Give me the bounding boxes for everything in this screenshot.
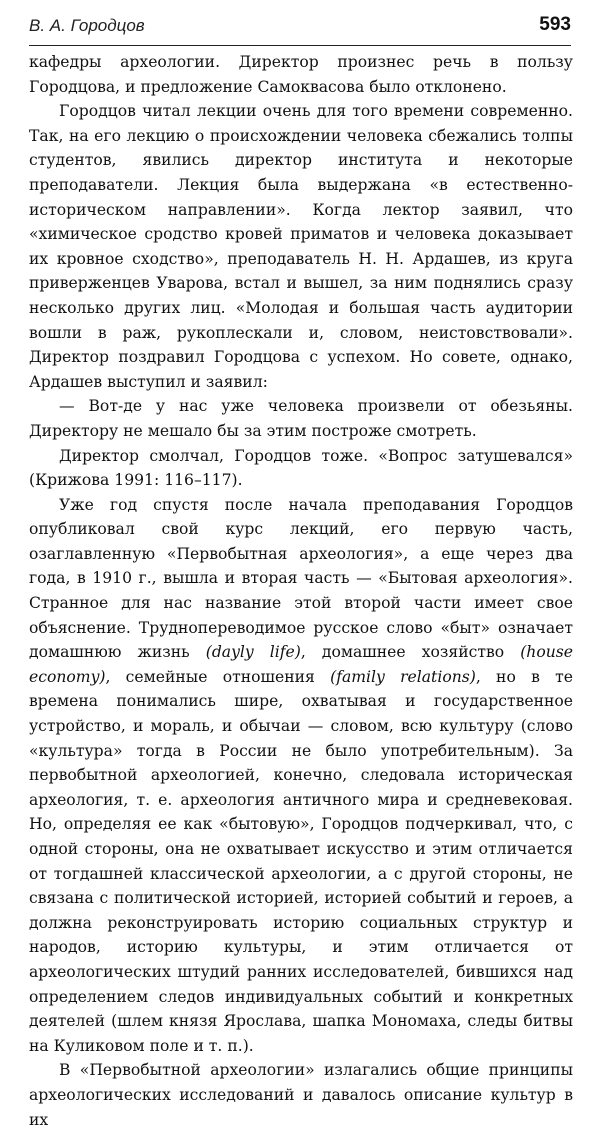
paragraph-5-seg-5: , семейные отношения bbox=[105, 667, 331, 686]
paragraph-2: Городцов читал лекции очень для того времени современно. Так, на его лекцию о происхождении человека сбежались толпы студентов, явились директор института и некоторые преподаватели. Лекция была выдержана «в естественно-историческом направлении». Когда лектор заявил, что «химическое сродство кровей приматов и человека доказывает их кровное сходство», преподаватель Н. Н. Ардашев, из круга приверженцев Уварова, встал и вышел, за ним поднялись сразу несколько других лиц. «Молодая и большая часть аудитории вошли в раж, рукоплескали и, словом, неистовствовали». Директор поздравил Городцова с успехом. Но совете, однако, Ардашев выступил и заявил: bbox=[29, 102, 573, 391]
paragraph-1: кафедры археологии. Директор произнес речь в пользу Городцова, и предложение Самоквасова было отклонено. bbox=[29, 53, 573, 96]
paragraph-4: Директор смолчал, Городцов тоже. «Вопрос затушевался» (Крижова 1991: 116–117). bbox=[29, 446, 573, 490]
page-number: 593 bbox=[539, 14, 571, 35]
paragraph-3-quote: — Вот-де у нас уже человека произвели от обезьяны. Директору не мешало бы за этим построже смотреть. bbox=[29, 397, 573, 440]
paragraph-6: В «Первобытной археологии» излагались общие принципы археологических исследований и давалось описание культур в их bbox=[29, 1061, 573, 1129]
body-text bbox=[29, 50, 573, 1132]
paragraph-5-seg-1: Уже год спустя после начала преподавания Городцов опубликовал свой курс лекций, его первую часть, озаглавленную «Первобытная археология», а еще через два года, в 1910 г., вышла и вторая часть — «Бытовая археология». Странное для нас название этой второй части имеет свое объяснение. Труднопереводимое русское слово «быт» означает домашнюю жизнь bbox=[29, 495, 573, 662]
header-rule bbox=[29, 45, 571, 46]
running-head: В. А. Городцов bbox=[29, 16, 145, 35]
page-header bbox=[29, 14, 571, 44]
paragraph-5-seg-3: , домашнее хозяйство bbox=[300, 643, 521, 662]
paragraph-5 bbox=[29, 493, 573, 1059]
paragraph-5-seg-2-italic: (dayly life) bbox=[205, 643, 301, 662]
paragraph-5-seg-7: , но в те времена понимались шире, охватывая и государственное устройство, и мораль, и обычаи — словом, всю культуру (слово «культура» тогда в России не было употребительным). За первобытной археологией, конечно, следовала историческая археология, т. е. археология античного мира и средневековая. Но, определяя ее как «бытовую», Городцов подчеркивал, что, с одной стороны, она не охватывает искусство и этим отличается от тогдашней классической археологии, а с другой стороны, не связана с политической историей, историей событий и героев, а должна реконструировать историю социальных структур и народов, историю культуры, и этим отличается от археологических штудий ранних исследователей, бившихся над определением следов индивидуальных событий и конкретных деятелей (шлем князя Ярослава, шапка Мономаха, следы битвы на Куликовом поле и т. п.). bbox=[29, 667, 573, 1055]
paragraph-5-seg-4-italic: (house economy) bbox=[29, 643, 574, 686]
paragraph-5-seg-6-italic: (family relations) bbox=[330, 667, 476, 686]
